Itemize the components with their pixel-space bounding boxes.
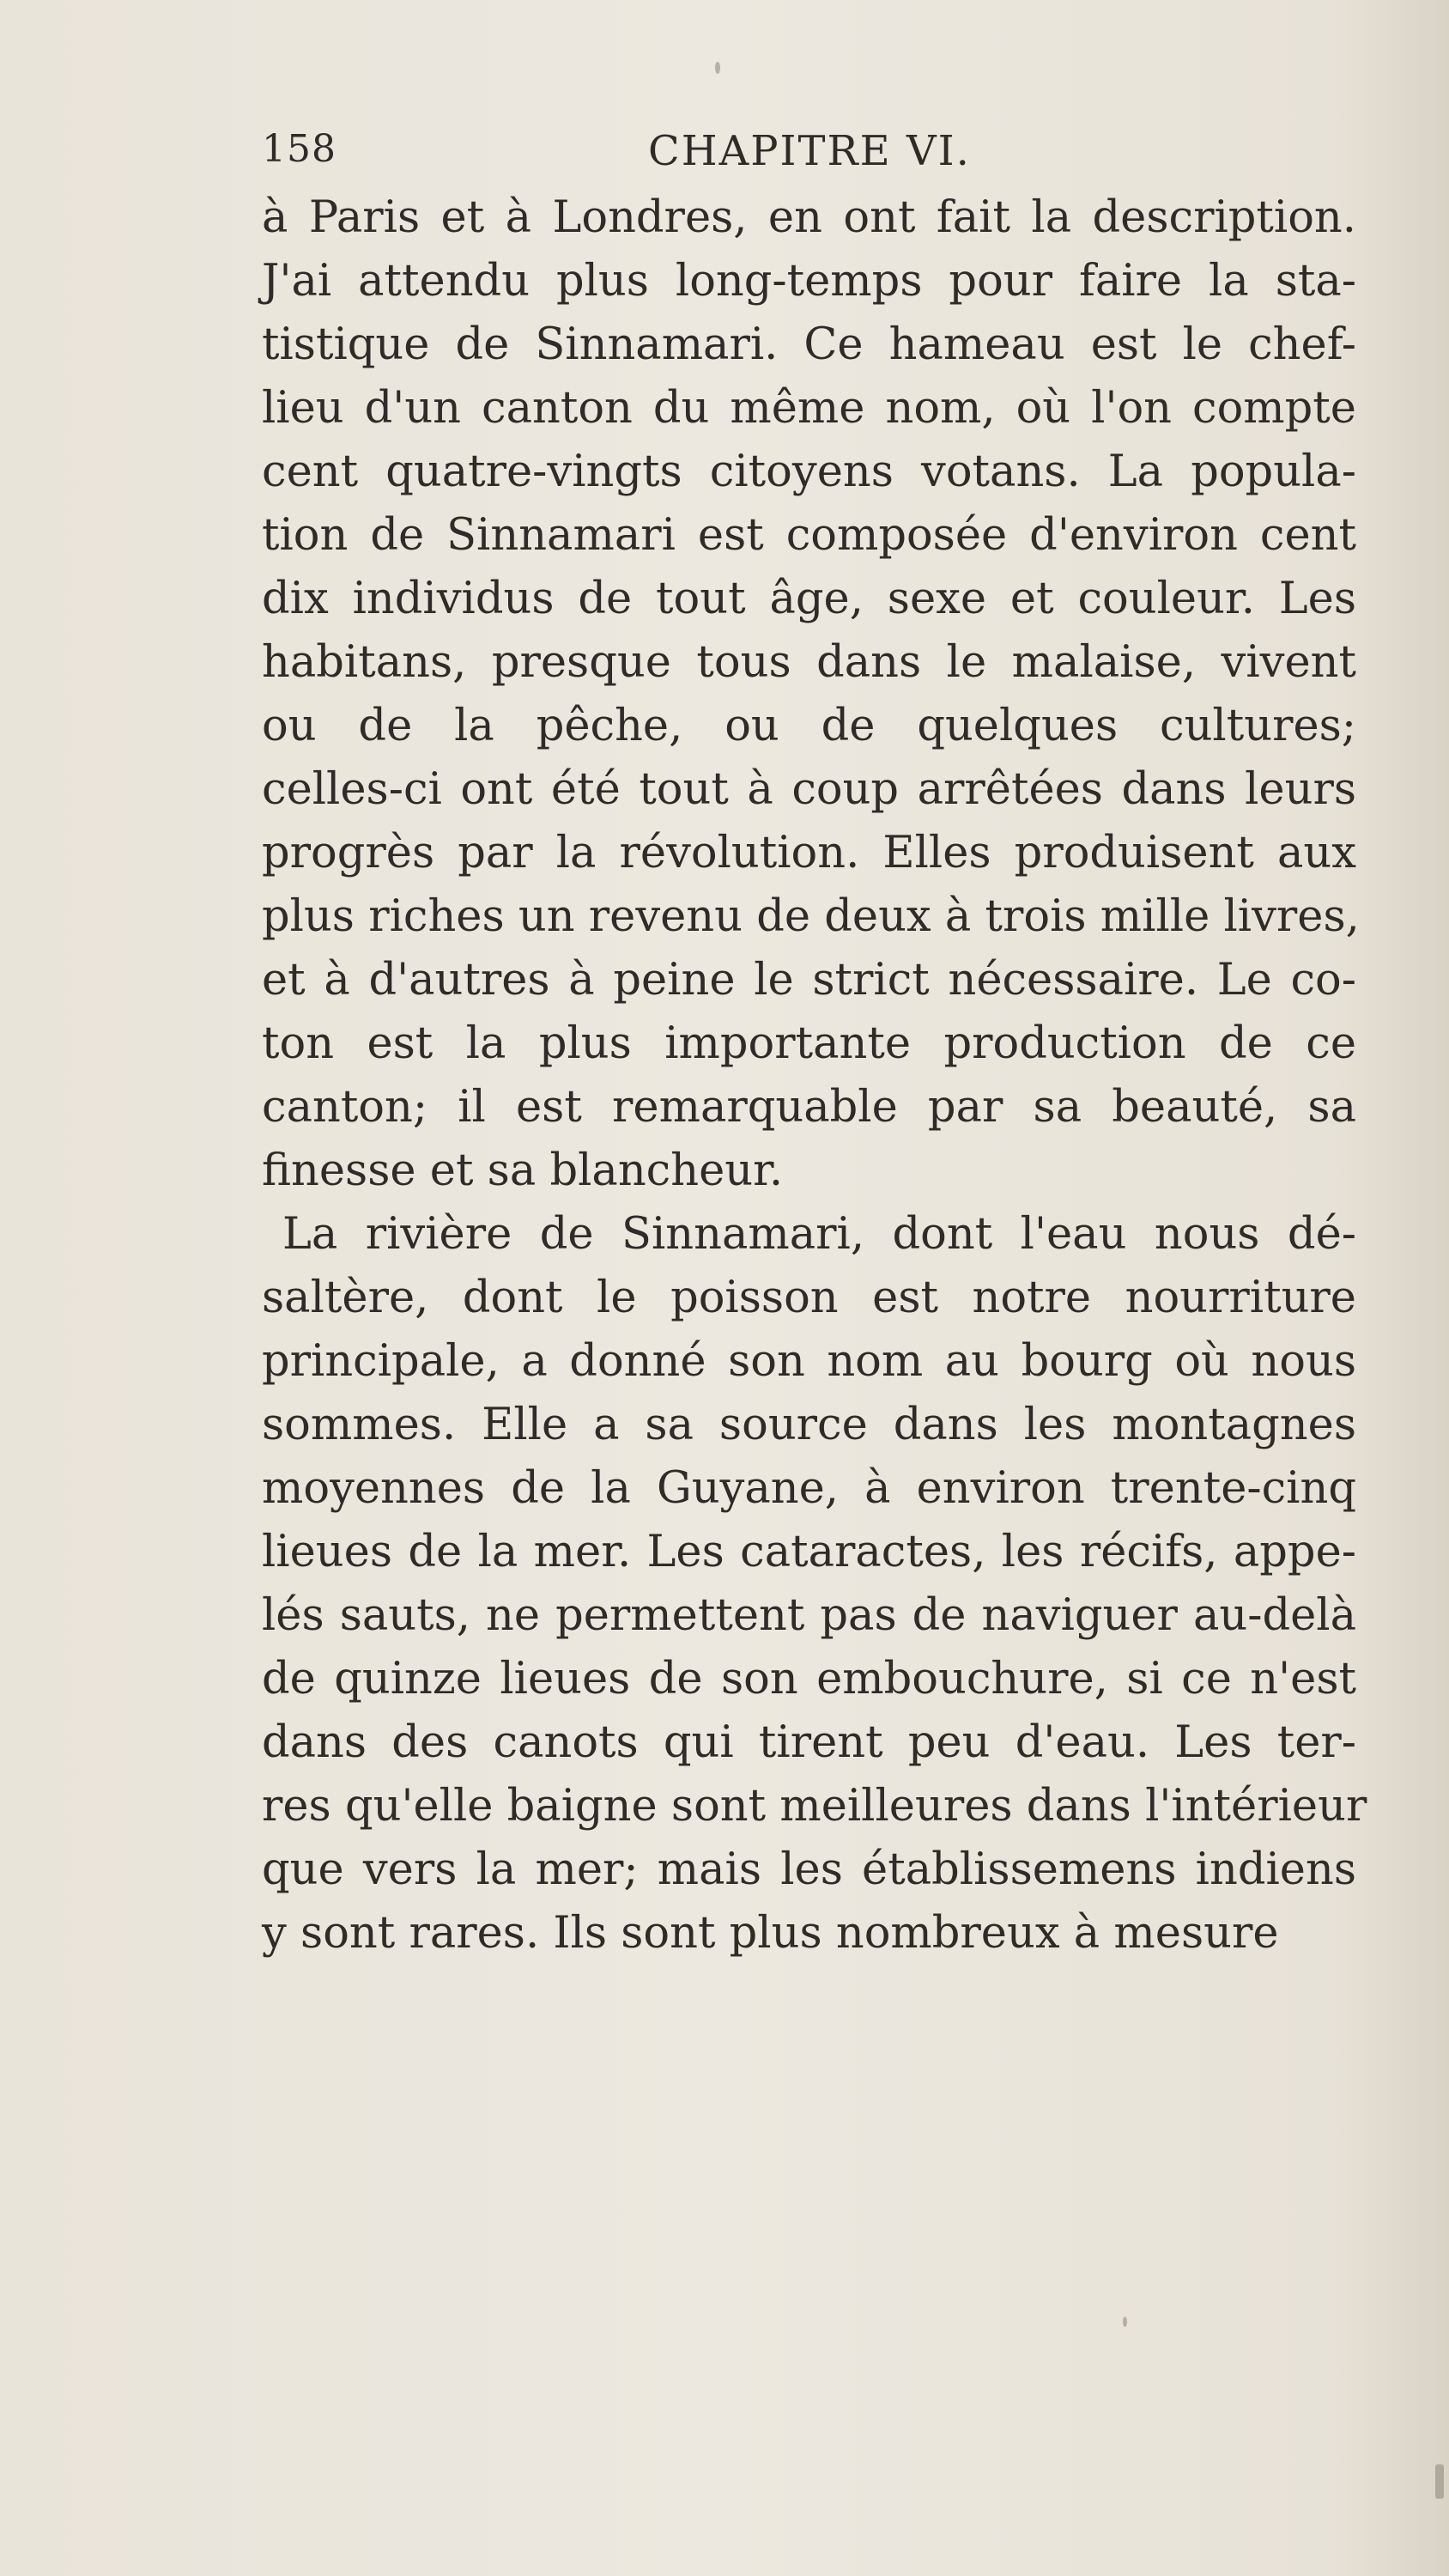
- paper-speck: [715, 62, 720, 74]
- text-line: plus riches un revenu de deux à trois mille livres,: [262, 891, 1360, 942]
- paper-speck: [1435, 2464, 1444, 2499]
- text-line: lés sauts, ne permettent pas de naviguer au-delà: [262, 1590, 1356, 1641]
- text-line: saltère, dont le poisson est notre nourriture: [262, 1273, 1356, 1323]
- text-line: ou de la pêche, ou de quelques cultures;: [262, 701, 1356, 751]
- body-text: [262, 186, 1367, 1965]
- text-line: finesse et sa blancheur.: [262, 1145, 784, 1196]
- text-line: celles-ci ont été tout à coup arrêtées dans leurs: [262, 764, 1356, 815]
- text-line: tistique de Sinnamari. Ce hameau est le chef-: [262, 319, 1356, 370]
- text-line: progrès par la révolution. Elles produisent aux: [262, 828, 1356, 878]
- text-line: lieu d'un canton du même nom, où l'on compte: [262, 383, 1356, 434]
- chapter-title: CHAPITRE VI.: [648, 127, 971, 175]
- text-line: y sont rares. Ils sont plus nombreux à mesure: [262, 1908, 1279, 1959]
- text-line: cent quatre-vingts citoyens votans. La popula-: [262, 447, 1356, 497]
- text-line: à Paris et à Londres, en ont fait la description.: [262, 192, 1356, 243]
- text-line: La rivière de Sinnamari, dont l'eau nous dé-: [282, 1209, 1356, 1260]
- text-line: dix individus de tout âge, sexe et couleur. Les: [262, 574, 1356, 624]
- text-line: canton; il est remarquable par sa beauté, sa: [262, 1082, 1356, 1133]
- text-line: tion de Sinnamari est composée d'environ cent: [262, 510, 1356, 561]
- text-line: moyennes de la Guyane, à environ trente-cinq: [262, 1463, 1356, 1514]
- paper-speck: [1123, 2317, 1127, 2327]
- text-line: ton est la plus importante production de ce: [262, 1018, 1356, 1069]
- text-line: et à d'autres à peine le strict nécessaire. Le co-: [262, 955, 1356, 1005]
- running-head: [262, 127, 1240, 184]
- text-line: habitans, presque tous dans le malaise, vivent: [262, 637, 1356, 688]
- text-line: que vers la mer; mais les établissemens indiens: [262, 1844, 1356, 1895]
- text-line: J'ai attendu plus long-temps pour faire la sta-: [262, 256, 1356, 307]
- text-line: lieues de la mer. Les cataractes, les récifs, appe-: [262, 1527, 1356, 1577]
- text-line: dans des canots qui tirent peu d'eau. Les ter-: [262, 1717, 1356, 1768]
- text-line: de quinze lieues de son embouchure, si ce n'est: [262, 1654, 1356, 1704]
- text-line: res qu'elle baigne sont meilleures dans l'intérieur: [262, 1781, 1367, 1832]
- page-number: 158: [262, 127, 336, 171]
- text-line: principale, a donné son nom au bourg où nous: [262, 1336, 1356, 1387]
- text-line: sommes. Elle a sa source dans les montagnes: [262, 1400, 1356, 1450]
